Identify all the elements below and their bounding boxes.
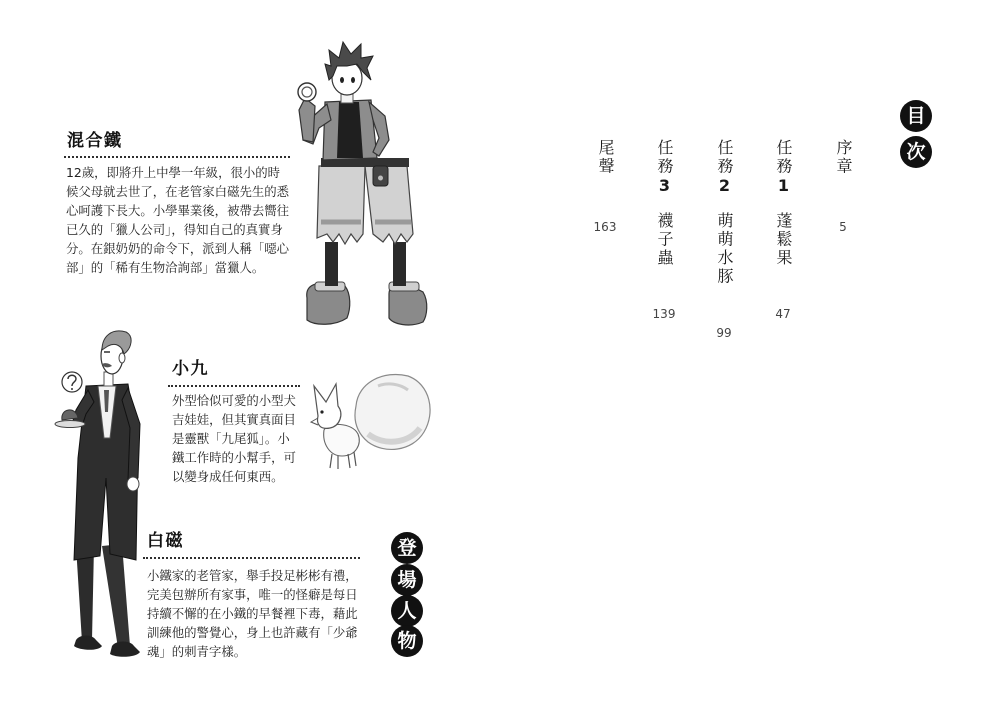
toc-page-number: 139 [652,307,676,321]
description-line: 候父母就去世了，在老管家白磁先生的悉 [66,184,290,199]
boy-torso [323,100,377,160]
toc-subtitle: 萌萌水豚 [715,211,734,286]
toc-entry-mission-3 [644,139,684,321]
fox-body [324,424,360,456]
toc-entry-epilogue [585,139,625,234]
fox-leg [348,454,350,468]
boy-pouch-clasp [378,176,383,181]
toc-label-text: 尾聲 [596,139,615,176]
fox-leg [330,454,332,468]
description-line: 部」的「稀有生物洽詢部」當獵人。 [66,260,265,275]
heading-char: 目 [900,100,932,132]
description-line: 分。在銀奶奶的命令下，派到人稱「噁心 [66,241,290,256]
dotted-divider [168,385,300,387]
butler-glove-right [127,477,139,491]
description-line: 魂」的刺青字樣。 [147,644,247,659]
description-line: 12歲，即將升上中學一年級，很小的時 [66,165,281,180]
fox-eye [320,410,323,413]
boy-legs [325,242,406,286]
character-description [172,391,296,486]
character-description [147,566,358,661]
character-name: 白磁 [147,531,184,551]
butler-head [101,331,131,374]
illustration-butler [46,328,168,664]
boy-shirt [337,102,363,158]
character-name: 混合鐵 [67,131,123,151]
character-name: 小九 [172,359,209,379]
description-line: 完美包辦所有家事，唯一的怪癖是每日 [147,587,358,602]
speech-bubble-icon [62,372,82,392]
toc-label-number: 1 [774,176,793,198]
boy-shorts-right [365,166,413,244]
description-line: 是靈獸「九尾狐」。小 [172,431,290,446]
fox-leg [354,452,356,466]
fox-head [311,384,341,428]
description-line: 外型恰似可愛的小型犬 [172,393,296,408]
boy-forearm-raised [299,98,315,142]
toc-label-text: 任務 [715,139,734,176]
fox-head-shape [314,384,341,428]
boy-held-device [298,83,316,101]
description-line: 心呵護下長大。小學畢業後，被帶去嚮往 [66,203,290,218]
toc-label-text: 任務 [655,139,674,176]
toc-label [835,139,851,176]
toc-page-number: 5 [839,220,847,234]
heading-char: 次 [900,136,932,168]
fox-tail [355,374,430,449]
toc-subtitle: 蓬鬆果 [774,211,793,267]
description-line: 鐵工作時的小幫手，可 [172,450,296,465]
description-line: 已久的「獵人公司」，得知自己的真實身 [66,222,283,237]
badge-char: 人 [391,595,423,627]
badge-char: 場 [391,564,423,596]
badge-char: 物 [391,625,423,657]
toc-entry-prologue [823,139,863,234]
boy-pouch [373,166,388,186]
toc-label-number: 2 [715,176,734,198]
toc-label [716,139,732,198]
fox-tail-shape [355,374,430,449]
boy-eye-left [340,77,344,83]
toc-label-text: 序章 [834,139,853,176]
butler-ear [119,353,125,363]
toc-page-number: 99 [716,325,732,340]
boy-sock-right [393,242,406,286]
toc-subtitle: 襪子蟲 [655,211,674,267]
toc-label [597,139,613,176]
boy-shorts-left [317,166,365,244]
boy-boots [307,282,427,325]
butler-shoe-left [74,636,102,650]
description-line: 吉娃娃，但其實真面目 [172,412,296,427]
fox-snout [311,418,318,425]
dotted-divider [64,156,290,158]
description-line: 小鐵家的老管家，舉手投足彬彬有禮， [147,568,358,583]
toc-page-number: 47 [775,307,791,321]
badge-char: 登 [391,532,423,564]
boy-head [325,42,373,95]
character-description [66,163,289,277]
toc-label-text: 任務 [774,139,793,176]
butler-tray [55,421,85,428]
description-line: 持續不懈的在小鐵的早餐裡下毒，藉此 [147,606,358,621]
toc-label [656,139,672,198]
illustration-boy [285,36,435,328]
description-line: 以變身成任何東西。 [172,469,284,484]
dotted-divider [143,557,360,559]
toc-page-number: 163 [593,220,617,234]
question-mark-dot [71,388,73,390]
toc-entry-mission-1 [763,139,803,321]
butler-leg-left [76,546,94,642]
toc-label [775,139,791,198]
butler-legs [74,544,140,657]
toc-label-number: 3 [655,176,674,198]
boy-sock-left [325,242,338,286]
butler-leg-right [102,544,130,648]
boy-eye-right [351,77,355,83]
description-line: 訓練他的警覺心，身上也許藏有「少爺 [147,625,358,640]
toc-entry-mission-2 [704,139,744,340]
illustration-fox-dog [308,372,434,472]
butler-shoe-right [110,642,140,657]
boy-shorts [317,166,413,244]
